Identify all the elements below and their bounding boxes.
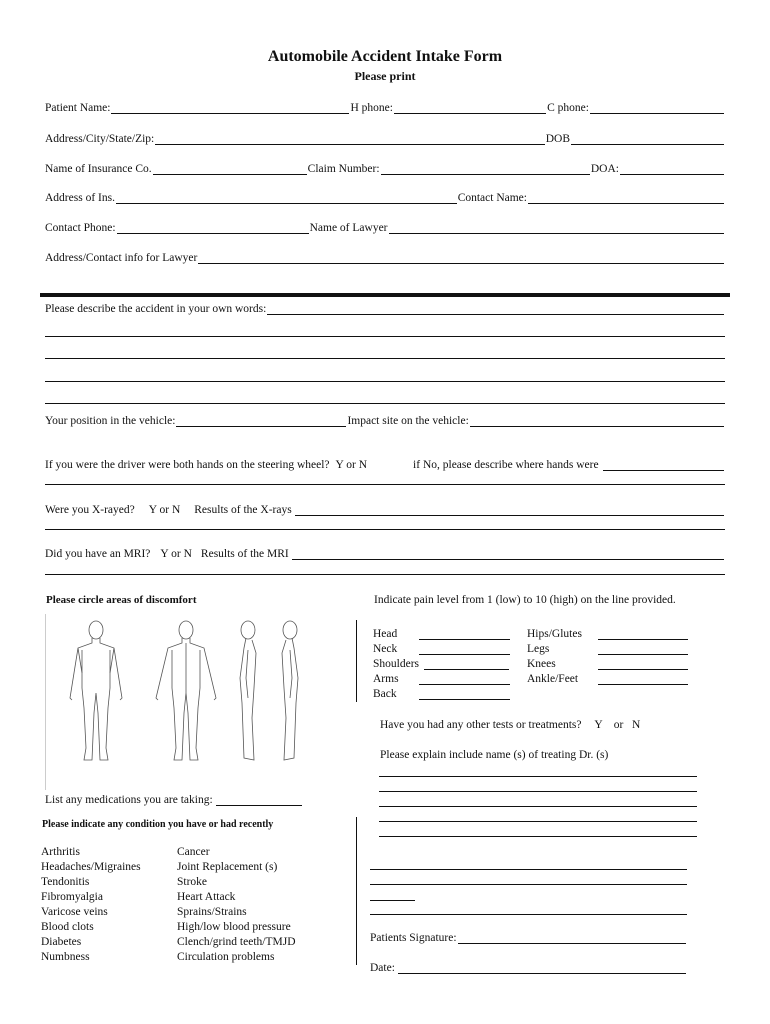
xray-results-field[interactable] [295,504,724,516]
pain-row-knees: Knees [527,655,697,670]
condition-item[interactable]: Joint Replacement (s) [177,861,278,873]
section-divider [40,293,730,297]
row-insurance [45,161,725,175]
condition-item[interactable]: Arthritis [41,846,80,858]
address-label: Address/City/State/Zip: [45,133,155,145]
xray-line[interactable] [45,529,725,530]
insurance-label: Name of Insurance Co. [45,163,152,175]
insurance-field[interactable] [153,163,307,175]
tests-explain-line[interactable] [379,836,697,837]
ins-address-label: Address of Ins. [45,192,115,204]
form-subtitle: Please print [354,69,416,83]
signature-label: Patients Signature: [370,932,457,944]
mri-line[interactable] [45,574,725,575]
row-patient [45,100,725,114]
contact-name-field[interactable] [528,192,724,204]
body-side-left-figure [240,621,256,760]
dob-field[interactable] [571,133,724,145]
pain-list-right [527,625,697,685]
pain-row-hips: Hips/Glutes [527,625,697,640]
date-row [370,962,687,974]
row-ins-address [45,190,725,204]
dob-label: DOB [545,133,570,145]
ins-address-field[interactable] [116,192,457,204]
row-contact-phone [45,220,725,234]
signature-row [370,932,687,944]
pain-ankle-field[interactable] [598,673,688,685]
claim-field[interactable] [381,163,590,175]
pain-box-divider [356,620,357,702]
pain-row-shoulders: Shoulders [373,655,513,670]
pain-arms-field[interactable] [419,673,510,685]
lawyer-address-field[interactable] [198,252,724,264]
driver-question: If you were the driver were both hands on the steering wheel? [45,459,330,471]
conditions-col-2 [177,845,296,965]
xray-yn[interactable]: Y or N [148,504,181,516]
medications-row [45,794,303,806]
condition-item[interactable]: High/low blood pressure [177,921,291,933]
signature-area-line[interactable] [370,869,687,870]
conditions-divider [356,817,357,965]
pain-row-neck: Neck [373,640,513,655]
doa-field[interactable] [620,163,724,175]
describe-label: Please describe the accident in your own words: [45,303,267,315]
lawyer-address-label: Address/Contact info for Lawyer [45,252,198,264]
body-front-figure [70,621,122,760]
tests-explain-line[interactable] [379,791,697,792]
tests-explain-line[interactable] [379,806,697,807]
pain-row-back: Back [373,685,513,700]
condition-item[interactable]: Cancer [177,846,210,858]
hands-question: if No, please describe where hands were [413,459,599,471]
xray-question: Were you X-rayed? [45,504,135,516]
mri-yn[interactable]: Y or N [160,548,192,560]
impact-field[interactable] [470,415,724,427]
h-phone-label: H phone: [350,102,393,114]
circle-areas-label: Please circle areas of discomfort [46,594,197,606]
medications-field[interactable] [216,794,302,806]
contact-name-label: Contact Name: [457,192,527,204]
condition-item[interactable]: Tendonitis [41,876,90,888]
mri-question: Did you have an MRI? [45,548,151,560]
xray-results-label: Results of the X-rays [194,504,292,516]
describe-line[interactable] [45,403,725,404]
contact-phone-field[interactable] [117,222,309,234]
contact-phone-label: Contact Phone: [45,222,116,234]
condition-item[interactable]: Circulation problems [177,951,275,963]
condition-item[interactable]: Clench/grind teeth/TMJD [177,936,296,948]
pain-head-field[interactable] [419,628,510,640]
row-xray [45,502,725,516]
describe-line[interactable] [45,381,725,382]
tests-yn[interactable]: Y or N [594,719,641,731]
tests-row [380,719,640,731]
signature-area-line[interactable] [370,884,687,885]
date-label: Date: [370,962,395,974]
mri-results-label: Results of the MRI [200,548,289,560]
impact-label: Impact site on the vehicle: [347,415,469,427]
hands-field[interactable] [603,459,724,471]
date-field[interactable] [398,962,686,974]
tests-explain-label: Please explain include name (s) of treating Dr. (s) [380,749,609,761]
medications-label: List any medications you are taking: [45,794,213,806]
condition-item[interactable]: Varicose veins [41,906,108,918]
row-position [45,413,725,427]
h-phone-field[interactable] [394,102,546,114]
mri-results-field[interactable] [292,548,724,560]
pain-back-field[interactable] [419,688,510,700]
hands-line[interactable] [45,484,725,485]
condition-item[interactable]: Numbness [41,951,90,963]
signature-area-line[interactable] [370,900,415,901]
row-describe [45,301,725,315]
row-mri [45,546,725,560]
tests-question: Have you had any other tests or treatments? [380,719,582,731]
condition-item[interactable]: Blood clots [41,921,94,933]
describe-line[interactable] [45,358,725,359]
row-lawyer-address [45,250,725,264]
driver-yn[interactable]: Y or N [335,459,368,471]
signature-area-line[interactable] [370,914,687,915]
pain-row-ankle: Ankle/Feet [527,670,697,685]
pain-level-intro: Indicate pain level from 1 (low) to 10 (high) on the line provided. [374,594,676,606]
describe-field[interactable] [267,303,724,315]
figure-divider [45,614,46,790]
pain-hips-field[interactable] [598,628,688,640]
patient-name-label: Patient Name: [45,102,111,114]
row-driver [45,457,725,471]
condition-item[interactable]: Headaches/Migraines [41,861,141,873]
c-phone-label: C phone: [547,102,589,114]
pain-row-legs: Legs [527,640,697,655]
condition-item[interactable]: Sprains/Strains [177,906,247,918]
condition-item[interactable]: Heart Attack [177,891,236,903]
row-address [45,131,725,145]
pain-neck-field[interactable] [419,643,510,655]
position-field[interactable] [176,415,346,427]
address-field[interactable] [155,133,544,145]
condition-item[interactable]: Stroke [177,876,208,888]
tests-explain-line[interactable] [379,821,697,822]
conditions-col-1 [41,845,141,965]
condition-item[interactable]: Fibromyalgia [41,891,103,903]
pain-shoulders-field[interactable] [424,658,509,670]
doa-label: DOA: [590,163,619,175]
lawyer-label: Name of Lawyer [309,222,388,234]
pain-legs-field[interactable] [598,643,688,655]
conditions-heading: Please indicate any condition you have or had recently [42,819,274,830]
position-label: Your position in the vehicle: [45,415,176,427]
body-side-right-figure [282,621,298,760]
condition-item[interactable]: Diabetes [41,936,82,948]
lawyer-field[interactable] [389,222,725,234]
pain-row-head: Head [373,625,513,640]
pain-list-left [373,625,513,700]
pain-row-arms: Arms [373,670,513,685]
tests-explain-line[interactable] [379,776,697,777]
signature-field[interactable] [458,932,686,944]
describe-line[interactable] [45,336,725,337]
body-back-figure [156,621,216,760]
form-title: Automobile Accident Intake Form [267,48,503,65]
pain-knees-field[interactable] [598,658,688,670]
patient-name-field[interactable] [111,102,349,114]
body-diagram[interactable] [58,618,308,768]
claim-label: Claim Number: [307,163,380,175]
c-phone-field[interactable] [590,102,724,114]
